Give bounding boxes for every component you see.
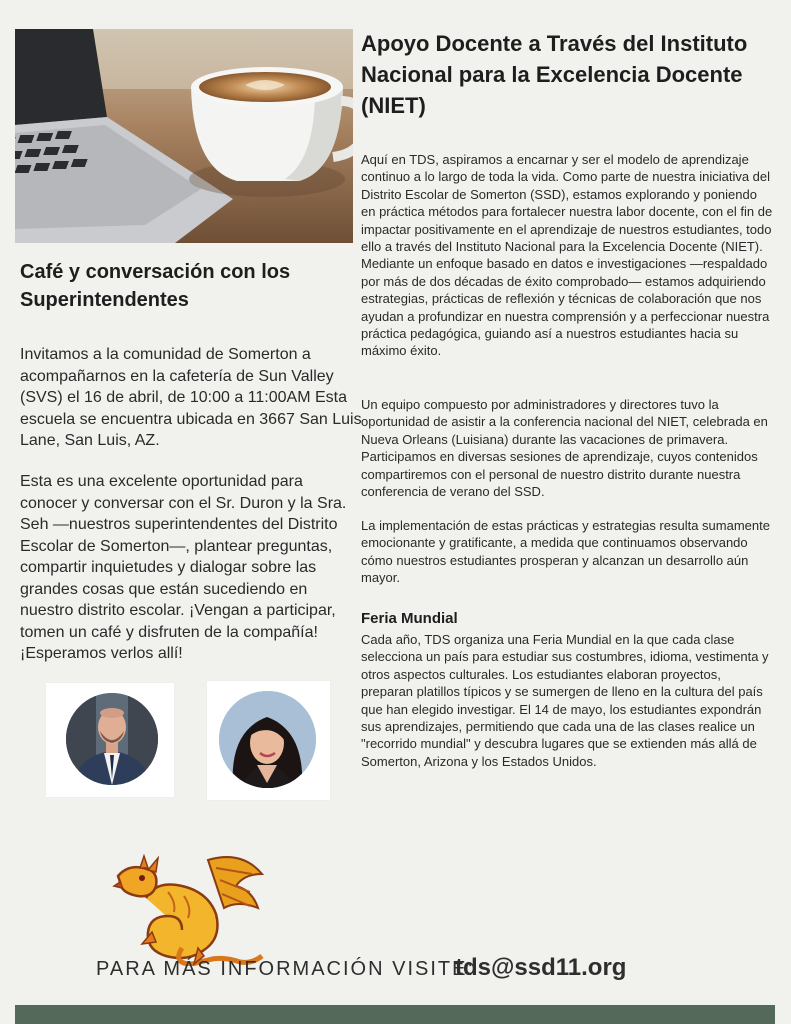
footer-info-label: PARA MÁS INFORMACIÓN VISITE: <box>96 958 476 980</box>
cafe-invitation-paragraph: Invitamos a la comunidad de Somerton a acompañarnos en la cafetería de Sun Valley (SVS) el 16 de abril, de 10:00 a 11:00AM Esta escuela se encuentra ubicada en 3667 San Luis Lane, San Luis, AZ. <box>20 346 362 449</box>
footer-email-link[interactable]: tds@ssd11.org <box>455 954 627 981</box>
niet-paragraph-1: Aquí en TDS, aspiramos a encarnar y ser el modelo de aprendizaje continuo a lo largo de toda la vida. Como parte de nuestra iniciativa del Distrito Escolar de Somerton (SSD), estamos explorando y poniendo en práctica métodos para fortalecer nuestra labor docente, con el fin de impactar positivamente en el aprendizaje de nuestros estudiantes, todo ello a través del Instituto Nacional para la Excelencia Docente (NIET). Mediante un enfoque basado en datos e investigaciones —respaldado por más de dos décadas de éxito comprobado— estamos adquiriendo estrategias, prácticas de reflexión y técnicas de colaboración que nos ayudan a profundizar en nuestra comprensión y a perfeccionar nuestra práctica pedagógica, guiando así a nuestros estudiantes hacia su máximo éxito. <box>361 152 773 359</box>
feria-mundial-paragraph: Cada año, TDS organiza una Feria Mundial en la que cada clase selecciona un país para estudiar sus costumbres, idioma, vestimenta y otros aspectos culturales. Los estudiantes elaboran proyectos, preparan platillos típicos y se sumergen de lleno en la cultura del país que han elegido investigar. El 14 de mayo, los estudiantes expondrán sus aprendizajes, permitiendo que cada una de las clases realice un "recorrido mundial" y descubra lugares que se extienden más allá de Somerton, Arizona y los Estados Unidos. <box>361 632 769 769</box>
niet-paragraph-2: Un equipo compuesto por administradores y directores tuvo la oportunidad de asistir a la conferencia nacional del NIET, celebrada en Nueva Orleans (Luisiana) durante las vacaciones de primavera. Participamos en diversas sesiones de aprendizaje, cuyos contenidos compartiremos con el personal de nuestro distrito durante nuestra conferencia de verano del SSD. <box>361 397 768 500</box>
feria-mundial-title: Feria Mundial <box>361 610 458 627</box>
superintendent-portrait-card-2 <box>207 681 330 800</box>
right-column <box>361 28 773 769</box>
niet-section-title: Apoyo Docente a Través del Instituto Nacional para la Excelencia Docente (NIET) <box>361 31 748 118</box>
superintendent-portrait-card-1 <box>46 683 174 797</box>
cafe-section-title: Café y conversación con los Superintendentes <box>20 261 291 311</box>
superintendent-photo-1 <box>66 693 158 785</box>
superintendent-photo-2 <box>219 691 316 788</box>
footer-bar <box>15 1005 775 1024</box>
niet-paragraph-3: La implementación de estas prácticas y estrategias resulta sumamente emocionante y gratificante, a medida que continuamos observando cómo nuestros estudiantes prosperan y alcanzan un desarrollo aún mayor. <box>361 518 770 586</box>
laptop-coffee-photo <box>15 29 353 243</box>
dragon-mascot-logo <box>112 852 264 966</box>
cafe-opportunity-paragraph: Esta es una excelente oportunidad para conocer y conversar con el Sr. Duron y la Sra. Seh —nuestros superintendentes del Distrito Escolar de Somerton—, plantear preguntas, compartir inquietudes y dialogar sobre las grandes cosas que están sucediendo en nuestro distrito escolar. ¡Vengan a participar, tomen un café y disfruten de la compañía! ¡Esperamos verlos allí! <box>20 473 347 662</box>
left-column <box>20 258 362 662</box>
